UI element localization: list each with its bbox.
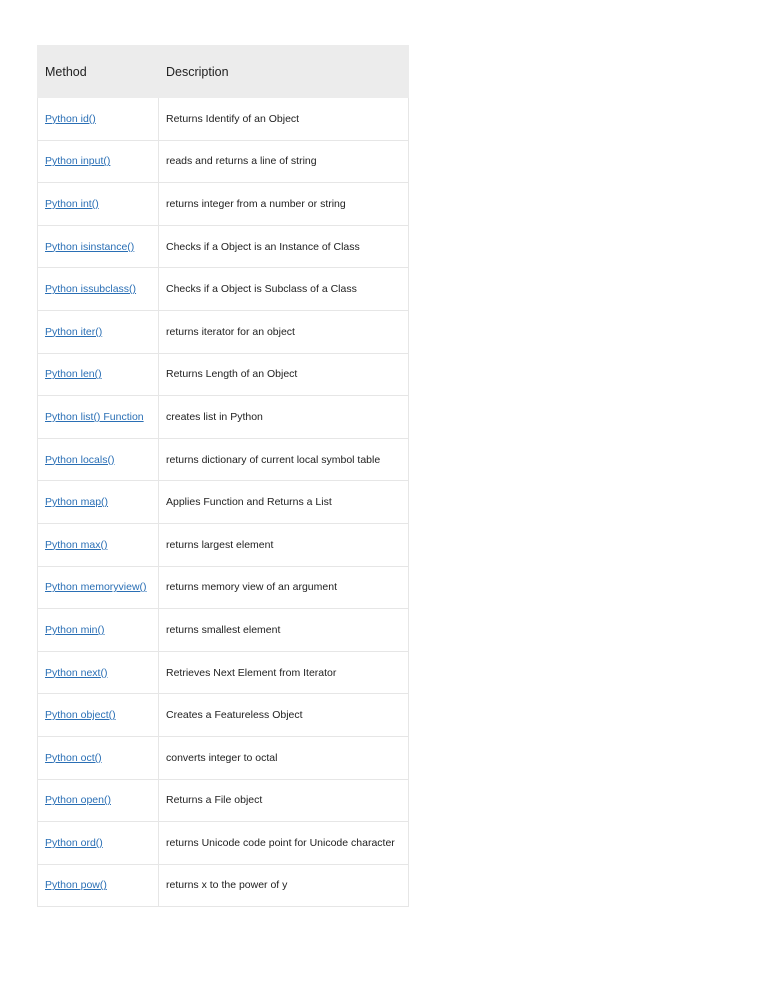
method-cell bbox=[38, 566, 159, 609]
description-column-header: Description bbox=[159, 46, 409, 98]
description-cell: reads and returns a line of string bbox=[159, 140, 409, 183]
table-row bbox=[38, 481, 409, 524]
table-row bbox=[38, 779, 409, 822]
description-cell: Creates a Featureless Object bbox=[159, 694, 409, 737]
description-cell: Retrieves Next Element from Iterator bbox=[159, 651, 409, 694]
method-link[interactable]: Python locals() bbox=[45, 453, 115, 466]
table-row bbox=[38, 694, 409, 737]
method-link[interactable]: Python list() Function bbox=[45, 410, 144, 423]
description-cell: returns x to the power of y bbox=[159, 864, 409, 907]
method-link[interactable]: Python int() bbox=[45, 197, 99, 210]
method-cell bbox=[38, 183, 159, 226]
table-row bbox=[38, 438, 409, 481]
method-link[interactable]: Python oct() bbox=[45, 751, 102, 764]
method-cell bbox=[38, 779, 159, 822]
description-cell: Returns Length of an Object bbox=[159, 353, 409, 396]
method-column-header: Method bbox=[38, 46, 159, 98]
description-cell: Returns Identify of an Object bbox=[159, 98, 409, 141]
method-link[interactable]: Python pow() bbox=[45, 879, 107, 892]
method-cell bbox=[38, 651, 159, 694]
method-cell bbox=[38, 268, 159, 311]
method-link[interactable]: Python min() bbox=[45, 623, 105, 636]
table-row bbox=[38, 651, 409, 694]
table-row bbox=[38, 609, 409, 652]
method-link[interactable]: Python map() bbox=[45, 496, 109, 509]
table-row bbox=[38, 183, 409, 226]
table-row bbox=[38, 864, 409, 907]
table-row bbox=[38, 268, 409, 311]
method-link[interactable]: Python next() bbox=[45, 666, 108, 679]
table-row bbox=[38, 353, 409, 396]
description-cell: Checks if a Object is an Instance of Class bbox=[159, 225, 409, 268]
description-cell: returns iterator for an object bbox=[159, 310, 409, 353]
method-link[interactable]: Python iter() bbox=[45, 325, 103, 338]
table-row bbox=[38, 736, 409, 779]
table-row bbox=[38, 566, 409, 609]
method-cell bbox=[38, 310, 159, 353]
description-cell: Checks if a Object is Subclass of a Class bbox=[159, 268, 409, 311]
methods-table bbox=[37, 45, 409, 907]
description-cell: returns memory view of an argument bbox=[159, 566, 409, 609]
table-row bbox=[38, 822, 409, 865]
description-cell: returns smallest element bbox=[159, 609, 409, 652]
method-link[interactable]: Python open() bbox=[45, 794, 111, 807]
description-cell: returns Unicode code point for Unicode character bbox=[159, 822, 409, 865]
table-row bbox=[38, 396, 409, 439]
method-link[interactable]: Python id() bbox=[45, 112, 96, 125]
method-cell bbox=[38, 694, 159, 737]
method-link[interactable]: Python isinstance() bbox=[45, 240, 135, 253]
method-cell bbox=[38, 736, 159, 779]
description-cell: returns dictionary of current local symbol table bbox=[159, 438, 409, 481]
method-cell bbox=[38, 353, 159, 396]
table-row bbox=[38, 225, 409, 268]
method-cell bbox=[38, 438, 159, 481]
method-link[interactable]: Python len() bbox=[45, 368, 102, 381]
description-cell: Applies Function and Returns a List bbox=[159, 481, 409, 524]
method-link[interactable]: Python max() bbox=[45, 538, 108, 551]
table-header-row bbox=[38, 46, 409, 98]
table-body bbox=[38, 98, 409, 907]
method-cell bbox=[38, 396, 159, 439]
description-cell: Returns a File object bbox=[159, 779, 409, 822]
description-cell: returns largest element bbox=[159, 523, 409, 566]
method-cell bbox=[38, 864, 159, 907]
description-cell: returns integer from a number or string bbox=[159, 183, 409, 226]
method-link[interactable]: Python input() bbox=[45, 155, 111, 168]
method-cell bbox=[38, 481, 159, 524]
method-cell bbox=[38, 609, 159, 652]
method-cell bbox=[38, 225, 159, 268]
method-cell bbox=[38, 98, 159, 141]
method-link[interactable]: Python object() bbox=[45, 709, 116, 722]
method-link[interactable]: Python memoryview() bbox=[45, 581, 147, 594]
table-row bbox=[38, 140, 409, 183]
table-row bbox=[38, 310, 409, 353]
method-link[interactable]: Python ord() bbox=[45, 836, 103, 849]
description-cell: converts integer to octal bbox=[159, 736, 409, 779]
table-row bbox=[38, 523, 409, 566]
method-cell bbox=[38, 822, 159, 865]
method-link[interactable]: Python issubclass() bbox=[45, 283, 137, 296]
table-row bbox=[38, 98, 409, 141]
description-cell: creates list in Python bbox=[159, 396, 409, 439]
method-cell bbox=[38, 140, 159, 183]
method-cell bbox=[38, 523, 159, 566]
